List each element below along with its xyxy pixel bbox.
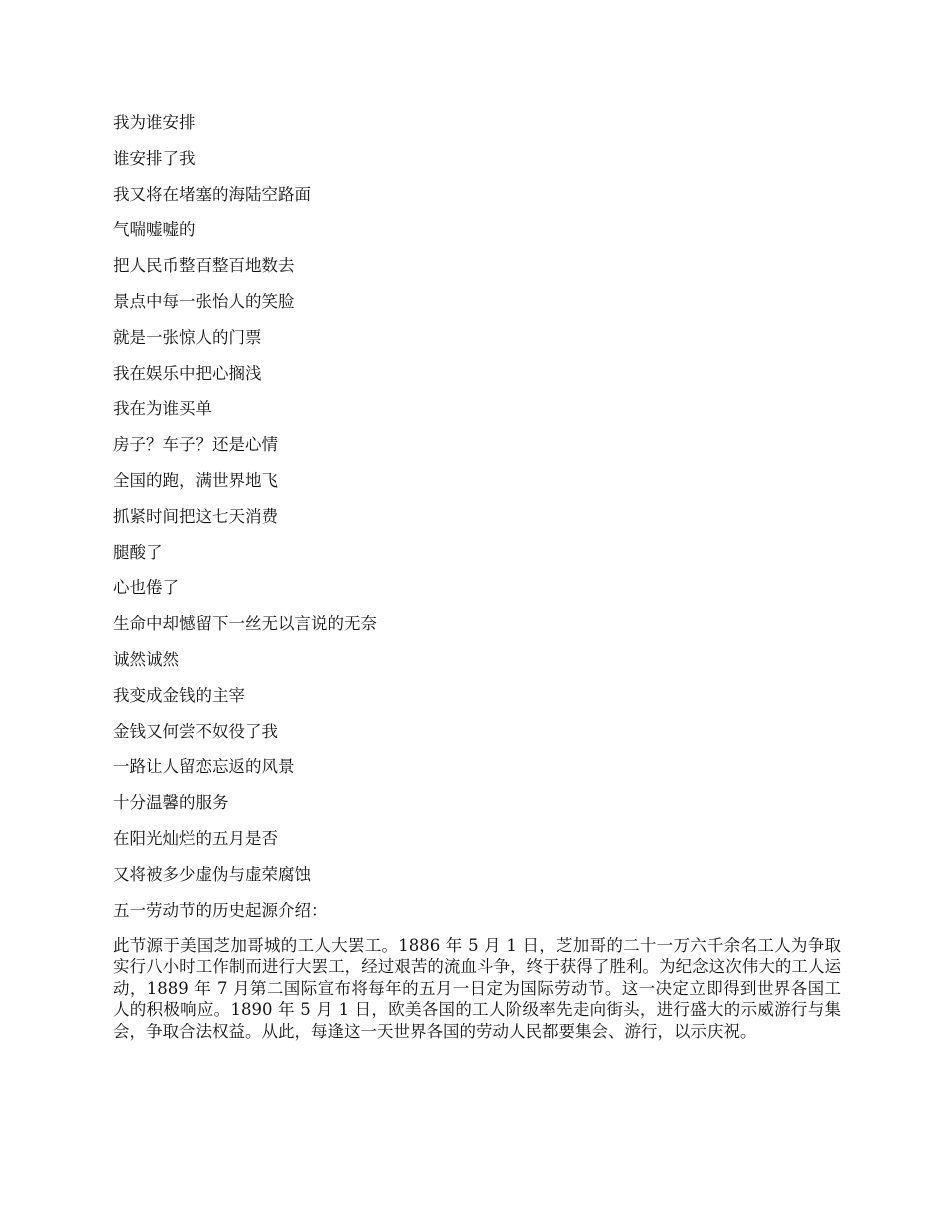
poem-line: 景点中每一张怡人的笑脸 — [113, 291, 295, 311]
poem — [113, 112, 841, 886]
poem-line: 诚然诚然 — [113, 649, 179, 669]
poem-line: 我在为谁买单 — [113, 399, 212, 419]
poem-line: 气喘嘘嘘的 — [113, 220, 196, 240]
poem-line: 我变成金钱的主宰 — [113, 685, 245, 705]
poem-line: 把人民币整百整百地数去 — [113, 256, 295, 276]
poem-line: 在阳光灿烂的五月是否 — [113, 828, 278, 848]
document-page — [113, 112, 841, 1042]
poem-line: 全国的跑，满世界地飞 — [113, 470, 278, 490]
poem-line: 谁安排了我 — [113, 148, 196, 168]
poem-line: 我为谁安排 — [113, 113, 196, 132]
poem-line: 我又将在堵塞的海陆空路面 — [113, 184, 311, 204]
poem-line: 房子？车子？还是心情 — [113, 435, 278, 455]
poem-line: 心也倦了 — [113, 578, 179, 598]
poem-line: 十分温馨的服务 — [113, 793, 229, 813]
poem-line: 腿酸了 — [113, 542, 163, 562]
poem-line: 一路让人留恋忘返的风景 — [113, 757, 295, 777]
poem-line: 我在娱乐中把心搁浅 — [113, 363, 262, 383]
poem-line: 金钱又何尝不奴役了我 — [113, 721, 278, 741]
poem-line: 又将被多少虚伪与虚荣腐蚀 — [113, 864, 311, 884]
history-paragraph: 此节源于美国芝加哥城的工人大罢工。1886 年 5 月 1 日，芝加哥的二十一万六千余名工人为争取实行八小时工作制而进行大罢工，经过艰苦的流血斗争，终于获得了胜利。为纪念这次伟大的工人运动，1889 年 7 月第二国际宣布将每年的五月一日定为国际劳动节。这一决定立即得到世界各国工人的积极响应。1890 年 5 月 1 日，欧美各国的工人阶级率先走向街头，进行盛大的示威游行与集会，争取合法权益。从此，每逢这一天世界各国的劳动人民都要集会、游行，以示庆祝。 — [113, 935, 841, 1041]
poem-line: 生命中却憾留下一丝无以言说的无奈 — [113, 614, 377, 634]
poem-line: 抓紧时间把这七天消费 — [113, 506, 278, 526]
history-heading: 五一劳动节的历史起源介绍： — [113, 900, 328, 920]
poem-line: 就是一张惊人的门票 — [113, 327, 262, 347]
